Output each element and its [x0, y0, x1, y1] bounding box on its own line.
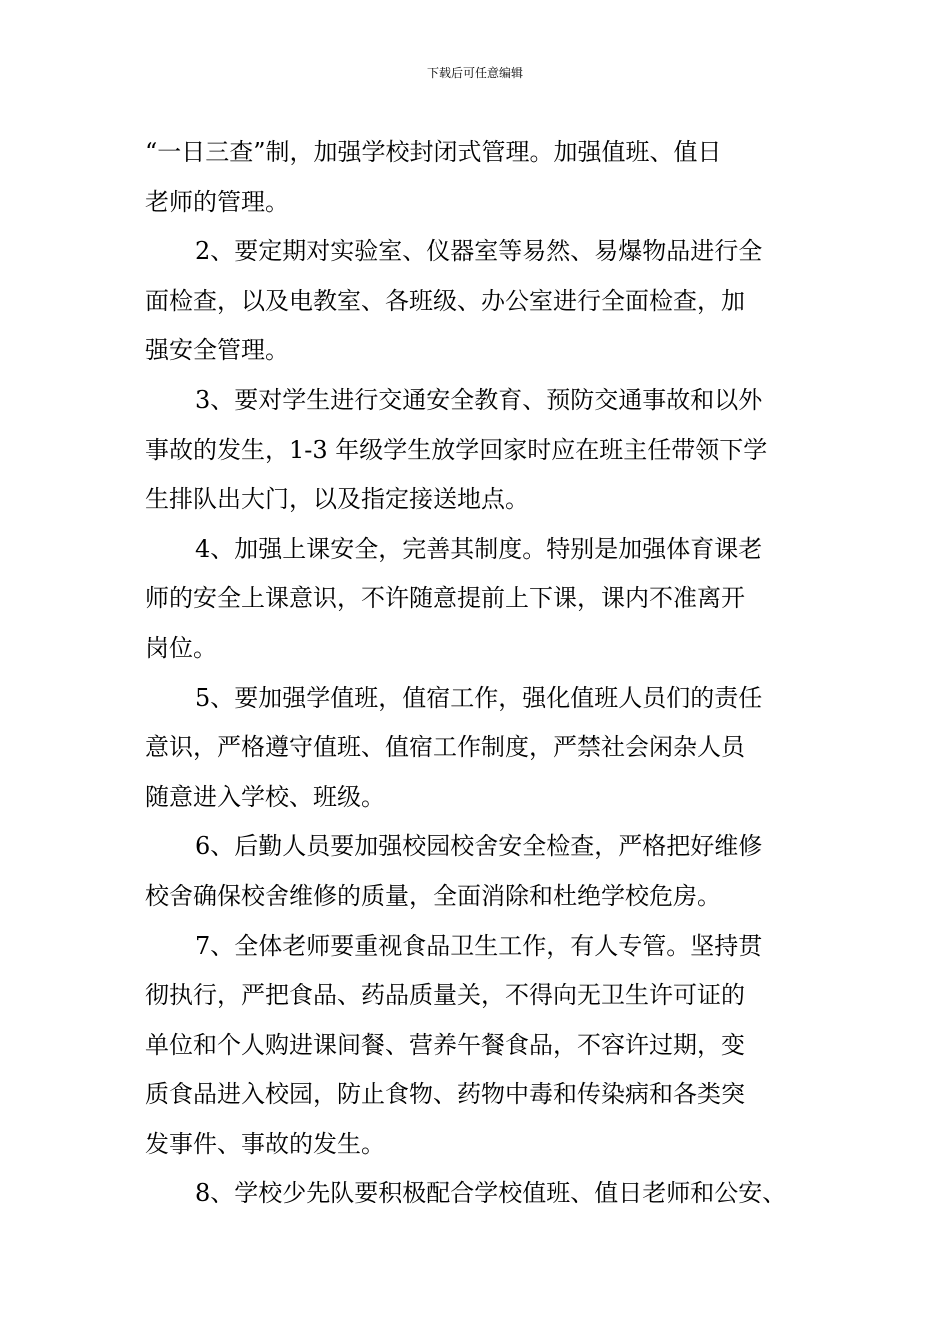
- text-line: “一日三查”制，加强学校封闭式管理。加强值班、值日: [145, 138, 722, 166]
- text-line: 校舍确保校舍维修的质量，全面消除和杜绝学校危房。: [145, 881, 721, 910]
- text-line: 彻执行，严把食品、药品质量关，不得向无卫生许可证的: [145, 981, 745, 1010]
- text-line: 随意进入学校、班级。: [145, 782, 385, 811]
- paragraph-8-start: 8、学校少先队要积极配合学校值班、值日老师和公安、: [195, 1179, 787, 1208]
- paragraph-2-start: 2、要定期对实验室、仪器室等易然、易爆物品进行全: [195, 237, 763, 266]
- text-line: 老师的管理。: [145, 187, 289, 216]
- text-line: 岗位。: [145, 633, 217, 662]
- text-line: 单位和个人购进课间餐、营养午餐食品，不容许过期，变: [145, 1030, 745, 1059]
- text-line: 发事件、事故的发生。: [145, 1129, 385, 1158]
- text-line: 事故的发生，1-3 年级学生放学回家时应在班主任带领下学: [145, 435, 768, 464]
- document-body: [145, 128, 825, 1219]
- text-line: 师的安全上课意识，不许随意提前上下课，课内不准离开: [145, 584, 745, 613]
- paragraph-7-start: 7、全体老师要重视食品卫生工作，有人专管。坚持贯: [195, 931, 763, 960]
- text-line: 强安全管理。: [145, 336, 289, 365]
- paragraph-3-start: 3、要对学生进行交通安全教育、预防交通事故和以外: [195, 385, 763, 414]
- paragraph-4-start: 4、加强上课安全，完善其制度。特别是加强体育课老: [195, 534, 763, 563]
- paragraph-6-start: 6、后勤人员要加强校园校舍安全检查，严格把好维修: [195, 832, 763, 861]
- paragraph-5-start: 5、要加强学值班，值宿工作，强化值班人员们的责任: [195, 683, 763, 712]
- text-line: 意识，严格遵守值班、值宿工作制度，严禁社会闲杂人员: [145, 733, 745, 762]
- text-line: 面检查，以及电教室、各班级、办公室进行全面检查，加: [145, 286, 745, 315]
- page-header: 下载后可任意编辑: [426, 66, 523, 80]
- text-line: 生排队出大门，以及指定接送地点。: [145, 485, 529, 514]
- text-line: 质食品进入校园，防止食物、药物中毒和传染病和各类突: [145, 1080, 745, 1109]
